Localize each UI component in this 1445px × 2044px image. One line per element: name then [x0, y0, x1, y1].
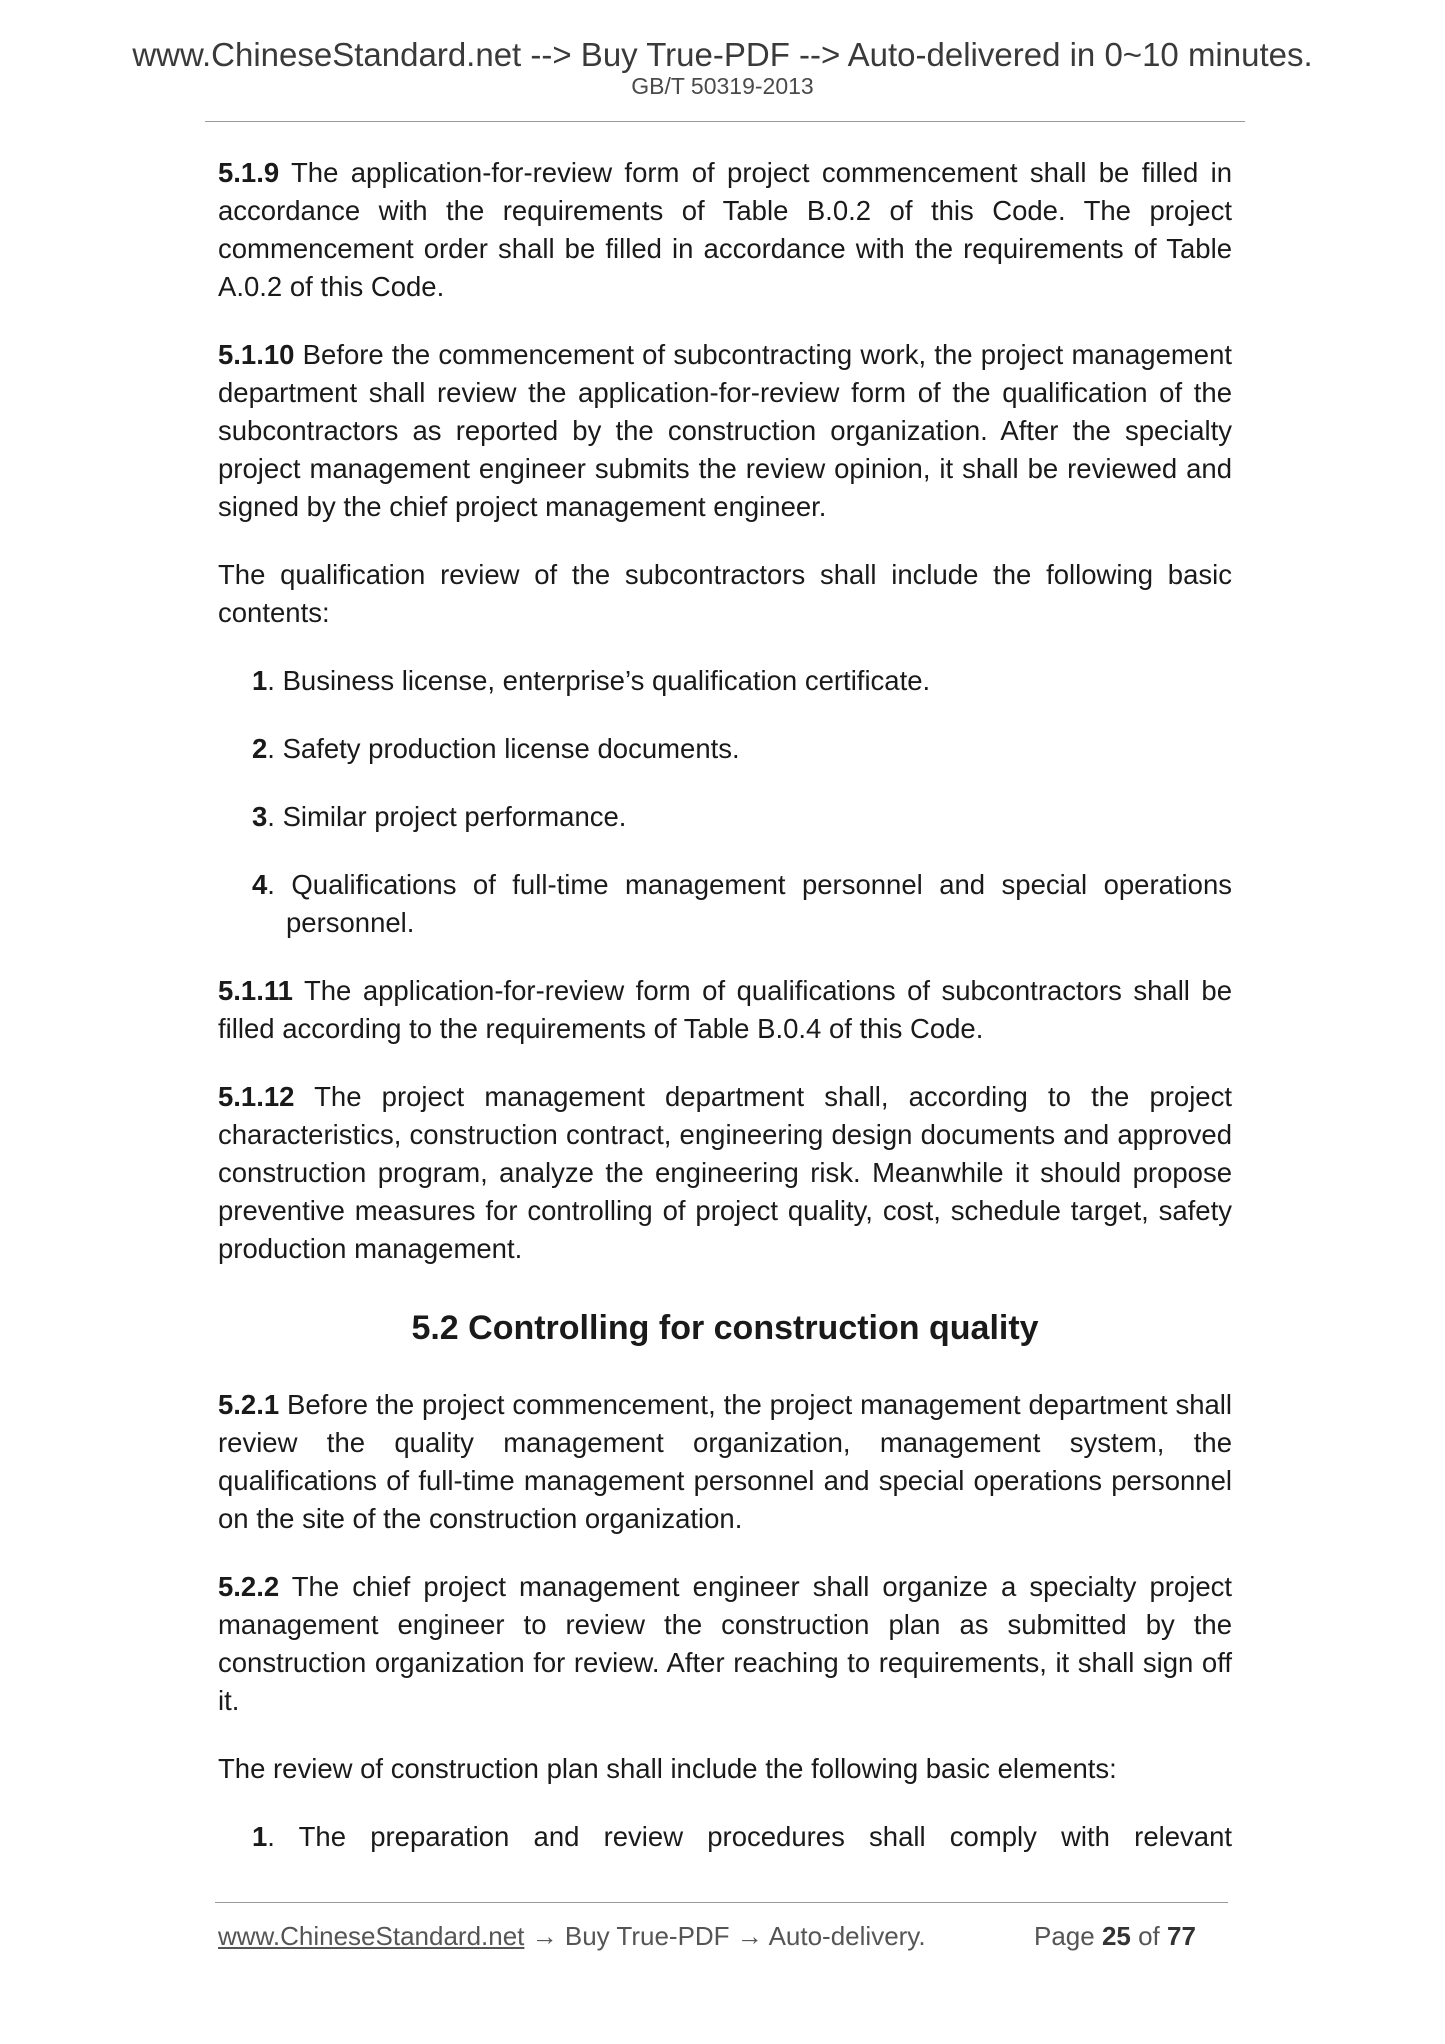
page-footer	[218, 1921, 1228, 1952]
clause-text: The chief project management engineer shall organize a specialty project management engineer to review the construction plan as submitted by the construction organization for review. After reaching to requirements, it shall sign off it.	[218, 1571, 1232, 1716]
document-code: GB/T 50319-2013	[631, 73, 814, 99]
paragraph-plan-review: The review of construction plan shall include the following basic elements:	[218, 1753, 1117, 1784]
clause-number: 5.1.10	[218, 339, 295, 370]
list-number: 1	[252, 665, 268, 696]
of-label: of	[1130, 1921, 1168, 1951]
list-text: . The preparation and review procedures shall comply with relevant	[267, 1821, 1232, 1852]
list-item	[252, 662, 1232, 700]
clause-text: Before the project commencement, the project management department shall review the quality management organization, management system, the qualifications of full-time management personnel and special operations personnel on the site of the construction organization.	[218, 1389, 1232, 1534]
clause-5-1-10	[218, 336, 1232, 526]
total-pages: 77	[1167, 1921, 1196, 1951]
paragraph-qualification-review: The qualification review of the subcontractors shall include the following basic contents:	[218, 559, 1232, 628]
header-divider	[205, 121, 1245, 122]
clause-5-1-11	[218, 972, 1232, 1048]
clause-number: 5.2.1	[218, 1389, 280, 1420]
footer-tagline: → Buy True-PDF → Auto-delivery.	[524, 1921, 926, 1951]
list-number: 3	[252, 801, 268, 832]
clause-5-1-9	[218, 154, 1232, 306]
clause-5-2-1	[218, 1386, 1232, 1538]
list-text: . Business license, enterprise’s qualification certificate.	[267, 665, 931, 696]
clause-text: The application-for-review form of qualifications of subcontractors shall be filled according to the requirements of Table B.0.4 of this Code.	[218, 975, 1232, 1044]
clause-text: The application-for-review form of project commencement shall be filled in accordance with the requirements of Table B.0.2 of this Code. The project commencement order shall be filled in accordance with the requirements of Table A.0.2 of this Code.	[218, 157, 1232, 302]
list-number: 2	[252, 733, 268, 764]
footer-site-link[interactable]: www.ChineseStandard.net	[218, 1921, 525, 1951]
clause-number: 5.1.9	[218, 157, 280, 188]
list-text: . Qualifications of full-time management personnel and special operations personnel.	[267, 869, 1232, 938]
clause-text: The project management department shall, according to the project characteristics, construction contract, engineering design documents and approved construction program, analyze the engineering risk. Meanwhile it should propose preventive measures for controlling of project quality, cost, schedule target, safety production management.	[218, 1081, 1232, 1264]
clause-number: 5.2.2	[218, 1571, 280, 1602]
clause-number: 5.1.11	[218, 975, 293, 1006]
clause-text: Before the commencement of subcontracting work, the project management department shall review the application-for-review form of the qualification of the subcontractors as reported by the construction organization. After the specialty project management engineer submits the review opinion, it shall be reviewed and signed by the chief project management engineer.	[218, 339, 1232, 522]
list-item	[252, 866, 1232, 942]
list-item	[252, 798, 1232, 836]
page-number: 25	[1101, 1921, 1131, 1951]
list-text: . Safety production license documents.	[267, 733, 740, 764]
list-number: 4	[252, 869, 268, 900]
page-body	[218, 154, 1232, 1886]
list-item	[252, 730, 1232, 768]
list-text: . Similar project performance.	[267, 801, 627, 832]
page-label: Page	[1034, 1921, 1102, 1951]
section-heading: 5.2 Controlling for construction quality	[411, 1309, 1039, 1347]
footer-divider	[215, 1902, 1228, 1903]
list-number: 1	[252, 1821, 268, 1852]
site-banner[interactable]: www.ChineseStandard.net --> Buy True-PDF --> Auto-delivered in 0~10 minutes.	[132, 36, 1313, 73]
clause-number: 5.1.12	[218, 1081, 295, 1112]
list-item	[252, 1818, 1232, 1856]
clause-5-2-2	[218, 1568, 1232, 1720]
clause-5-1-12	[218, 1078, 1232, 1268]
page-indicator	[1034, 1921, 1196, 1952]
